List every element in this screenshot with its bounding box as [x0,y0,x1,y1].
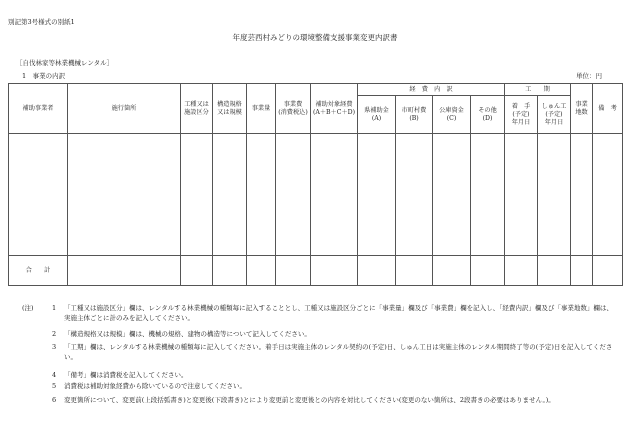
note-item [22,303,618,323]
total-cell-completion-date [538,256,571,286]
header-spec: 構造規格 又は規模 [213,84,247,134]
header-eligible-cost: 補助対象経費 (A＋B＋C＋D) [311,84,358,134]
note-number: 5 [52,382,57,390]
note-text: 「工種又は施設区分」欄は、レンタルする林業機械の種類毎に記入することとし、工種又は施設区分ごとに「事業量」欄及び「事業費」欄を記入し、「経費内訳」欄及び「事業地数」欄は、実施主体ごとに計のみを記入してください。 [64,304,613,322]
header-site: 施行箇所 [68,84,181,134]
cell-site-count [571,134,593,256]
note-number: 3 [52,343,57,351]
cell-cost [276,134,311,256]
total-cell-quantity [247,256,276,286]
unit-label: 単位：円 [576,72,602,80]
total-cell-site-count [571,256,593,286]
header-pref-subsidy: 県補助金 (A) [358,96,396,134]
total-cell-eligible-cost [311,256,358,286]
note-text: 「備考」欄は消費税を記入してください。 [64,371,188,379]
note-text: 変更箇所について、変更前(上段括弧書き)と変更後(下段書き)とにより変更前と変更後との内容を対比してください(変更のない箇所は、2段書きの必要はありません。)。 [64,396,555,404]
note-item [22,329,618,339]
header-cost: 事業費 (消費税込) [276,84,311,134]
header-work-type: 工種又は 施設区分 [181,84,213,134]
note-item [22,342,618,362]
cell-other [471,134,505,256]
header-completion-date: しゅん工 (予定) 年月日 [538,96,571,134]
cell-pref-subsidy [358,134,396,256]
project-breakdown-table [8,83,623,286]
cell-site [68,134,181,256]
header-grantee: 補助事業者 [9,84,68,134]
header-cost-breakdown: 経 費 内 訳 [358,84,505,96]
cell-quantity [247,134,276,256]
cell-municipal-cost [396,134,433,256]
cell-eligible-cost [311,134,358,256]
total-cell-other [471,256,505,286]
note-text: 「工期」欄は、レンタルする林業機械の種類毎に記入してください。着手日は実施主体のレンタル契約の(予定)日、しゅん工日は実施主体のレンタル期間終了等の(予定)日を記入してください。 [64,343,613,361]
total-cell-municipal-cost [396,256,433,286]
cell-grantee [9,134,68,256]
cell-spec [213,134,247,256]
notes-label: (注) [22,304,34,312]
cell-public-fund [433,134,471,256]
header-other: その他 (D) [471,96,505,134]
total-cell-pref-subsidy [358,256,396,286]
header-site-count: 事業 地数 [571,84,593,134]
note-text: 消費税は補助対象経費から除いているので注意してください。 [64,382,246,390]
total-cell-site [68,256,181,286]
header-public-fund: 公庫資金 (C) [433,96,471,134]
header-municipal-cost: 市町村費 (B) [396,96,433,134]
note-item [22,370,618,380]
total-label: 合 計 [9,256,68,286]
header-remarks: 備 考 [593,84,623,134]
total-cell-spec [213,256,247,286]
document-title: 年度芸西村みどりの環境整備支援事業変更内訳書 [232,33,398,42]
total-cell-remarks [593,256,623,286]
note-text: 「構造規格又は規模」欄は、機械の規格、建物の構造等について記入してください。 [64,330,311,338]
form-number: 別記第3号様式の別紙1 [8,18,75,26]
total-row [9,256,623,286]
cell-work-type [181,134,213,256]
header-period: 工 期 [505,84,571,96]
note-item [22,395,618,405]
header-quantity: 事業量 [247,84,276,134]
note-item [22,381,618,391]
section-heading: 1 事業の内訳 [22,72,66,80]
note-number: 4 [52,371,57,379]
total-cell-cost [276,256,311,286]
cell-remarks [593,134,623,256]
note-number: 6 [52,396,57,404]
note-number: 2 [52,330,57,338]
total-cell-start-date [505,256,538,286]
note-number: 1 [52,304,57,312]
cell-completion-date [538,134,571,256]
total-cell-public-fund [433,256,471,286]
table-row [9,134,623,256]
header-start-date: 着 手 (予定) 年月日 [505,96,538,134]
total-cell-work-type [181,256,213,286]
cell-start-date [505,134,538,256]
category-label: ［自伐林家等林業機械レンタル］ [16,59,114,67]
